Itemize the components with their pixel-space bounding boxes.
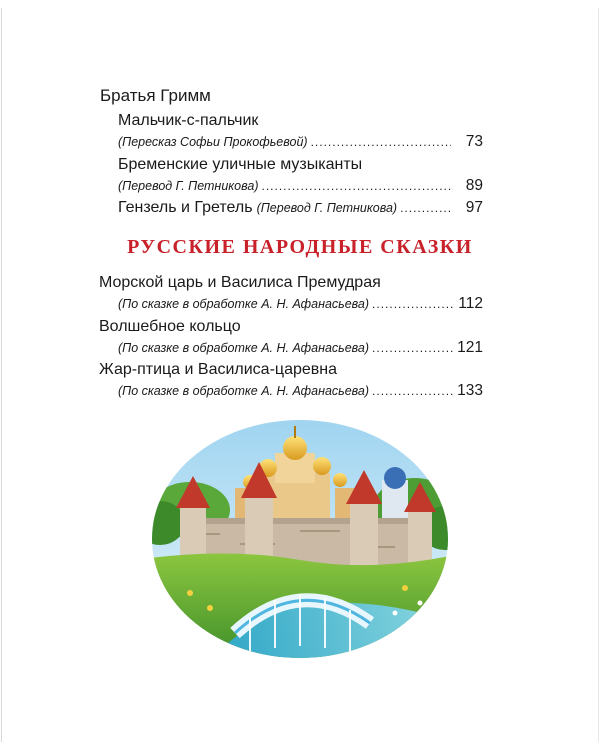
toc-entry-tom-thumb[interactable] — [0, 112, 600, 151]
toc-entry-title: Мальчик-с-пальчик — [118, 112, 259, 129]
toc-entry-note: (Перевод Г. Петникова) — [256, 201, 398, 215]
toc-entry-line — [118, 133, 483, 151]
toc-entry-note: (По сказке в обработке А. Н. Афанасьева) — [118, 384, 370, 398]
toc-entry-sea-king[interactable] — [0, 274, 600, 313]
toc-entry-title: Жар-птица и Василиса-царевна — [99, 361, 337, 378]
toc-entry-line — [118, 177, 483, 195]
toc-entry-title: Бременские уличные музыканты — [118, 156, 363, 173]
toc-entry-page: 73 — [465, 133, 483, 150]
dot-leader — [262, 179, 451, 193]
dot-leader — [372, 384, 454, 398]
toc-entry-line — [118, 199, 483, 217]
toc-entry-magic-ring[interactable] — [0, 318, 600, 357]
toc-entry-title: Гензель и Гретель — [118, 199, 253, 216]
toc-entry-title: Волшебное кольцо — [99, 318, 241, 335]
section-heading-russian-folk-tales: РУССКИЕ НАРОДНЫЕ СКАЗКИ — [127, 236, 473, 258]
toc-entry-page: 97 — [465, 199, 483, 216]
toc-entry-page: 112 — [458, 295, 483, 312]
toc-entry-note: (По сказке в обработке А. Н. Афанасьева) — [118, 297, 370, 311]
toc-entry-title: Морской царь и Василиса Премудрая — [99, 274, 381, 291]
toc-entry-firebird[interactable] — [0, 361, 600, 400]
toc-entry-line — [118, 382, 483, 400]
dot-leader — [372, 341, 454, 355]
toc-entry-hansel-gretel[interactable] — [0, 199, 600, 217]
toc-entry-note: (Перевод Г. Петникова) — [118, 179, 259, 193]
toc-entry-bremen-musicians[interactable] — [0, 156, 600, 195]
toc-entry-note: (Пересказ Софьи Прокофьевой) — [118, 135, 308, 149]
dot-leader — [400, 201, 451, 215]
author-heading: Братья Гримм — [100, 86, 211, 105]
kremlin-illustration — [150, 418, 450, 660]
toc-entry-page: 133 — [457, 382, 483, 399]
dot-leader — [372, 297, 455, 311]
toc-entry-line — [118, 295, 483, 313]
toc-entry-note: (По сказке в обработке А. Н. Афанасьева) — [118, 341, 370, 355]
toc-entry-line — [118, 339, 483, 357]
toc-entry-page: 89 — [465, 177, 483, 194]
toc-entry-page: 121 — [457, 339, 483, 356]
dot-leader — [311, 135, 451, 149]
